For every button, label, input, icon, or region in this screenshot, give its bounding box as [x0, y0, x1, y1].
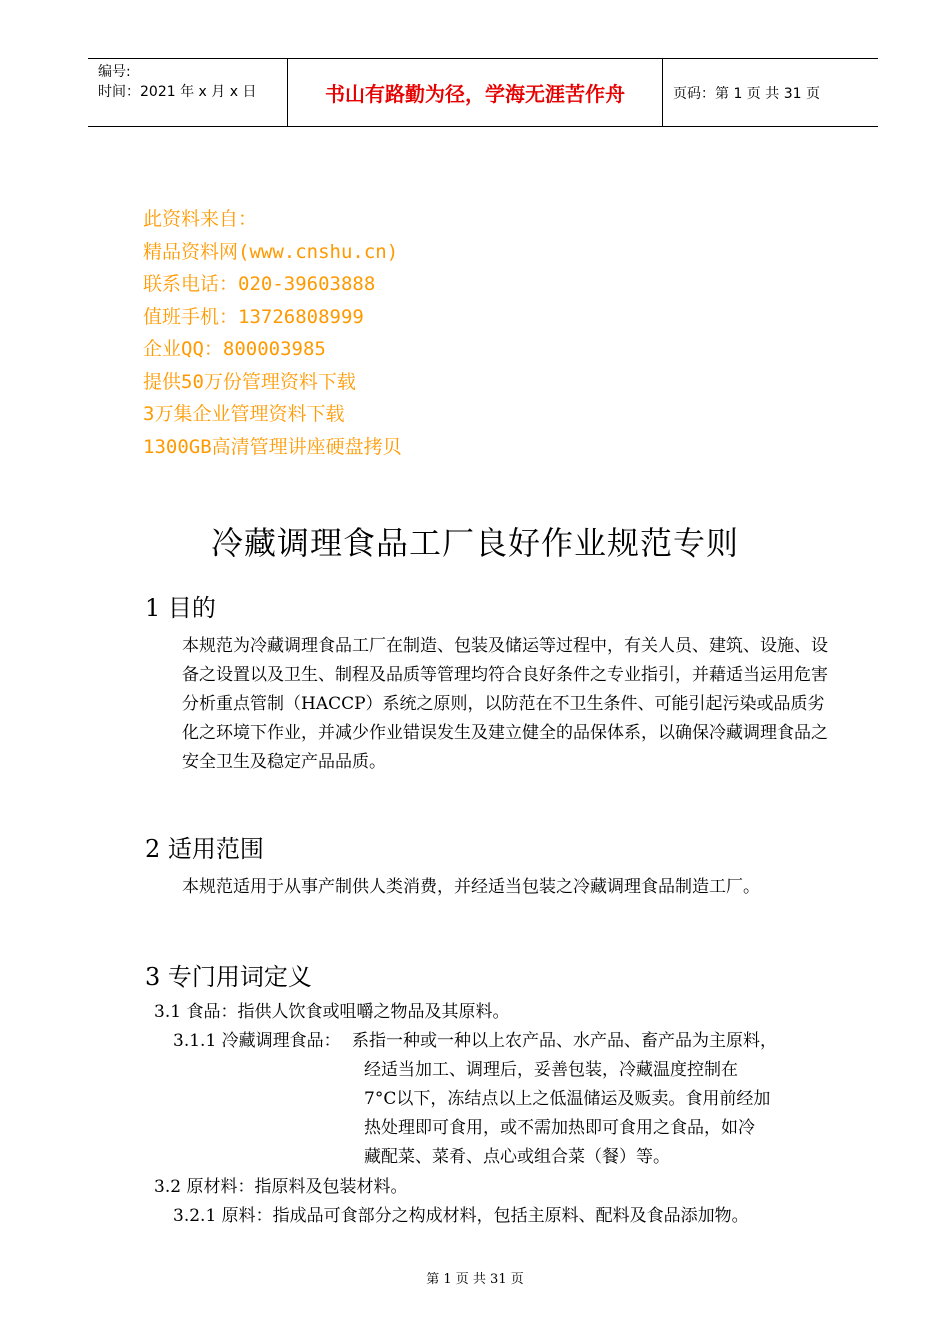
- source-line: 值班手机：13726808999: [143, 305, 364, 328]
- page-header: [88, 58, 878, 127]
- definition-3-2-1: 3.2.1 原料：指成品可食部分之构成材料，包括主原料、配料及食品添加物。: [173, 1206, 749, 1226]
- source-line: 提供50万份管理资料下载: [143, 370, 356, 393]
- section-1-heading: 1 目的: [145, 594, 216, 622]
- section-1-text: 本规范为冷藏调理食品工厂在制造、包装及储运等过程中，有关人员、建筑、设施、设备之设置以及卫生、制程及品质等管理均符合良好条件之专业指引，并藉适当运用危害分析重点管制（HACCP）系统之原则，以防范在不卫生条件、可能引起污染或品质劣化之环境下作业，并减少作业错误发生及建立健全的品保体系，以确保冷藏调理食品之安全卫生及稳定产品品质。: [182, 636, 828, 772]
- page-footer: 第 1 页 共 31 页: [426, 1272, 524, 1287]
- document-title: 冷藏调理食品工厂良好作业规范专则: [210, 524, 739, 562]
- header-page-label: 页码：第 1 页 共 31 页: [673, 85, 820, 102]
- number-label: 编号:: [98, 64, 131, 80]
- time-label: 时间：2021 年 x 月 x 日: [98, 84, 257, 100]
- source-line: 精品资料网(www.cnshu.cn): [143, 240, 399, 263]
- header-meta: [88, 59, 288, 126]
- source-line: 1300GB高清管理讲座硬盘拷贝: [143, 435, 402, 458]
- header-motto: 书山有路勤为径，学海无涯苦作舟: [288, 59, 663, 126]
- source-line: 企业QQ：800003985: [143, 338, 326, 360]
- section-3-heading: 3 专门用词定义: [145, 963, 312, 991]
- section-2-text: 本规范适用于从事产制供人类消费，并经适当包装之冷藏调理食品制造工厂。: [182, 877, 760, 897]
- definition-3-1-1-line: 藏配菜、菜肴、点心或组合菜（餐）等。: [364, 1147, 670, 1167]
- source-line: 3万集企业管理资料下载: [143, 403, 345, 425]
- definition-3-1: 3.1 食品：指供人饮食或咀嚼之物品及其原料。: [154, 1002, 510, 1022]
- section-2-heading: 2 适用范围: [145, 835, 264, 863]
- definition-3-2: 3.2 原材料：指原料及包装材料。: [154, 1177, 408, 1197]
- definition-3-1-1-line: 热处理即可食用，或不需加热即可食用之食品，如冷: [364, 1118, 755, 1138]
- definition-3-1-1-line: 经适当加工、调理后，妥善包装，冷藏温度控制在: [364, 1060, 738, 1080]
- definition-3-1-1-line: 系指一种或一种以上农产品、水产品、畜产品为主原料，: [352, 1031, 777, 1051]
- source-info: [143, 203, 402, 463]
- source-line: 联系电话：020-39603888: [143, 273, 376, 295]
- source-line: 此资料来自：: [143, 208, 258, 230]
- definition-3-1-1-line: 7°C以下，冻结点以上之低温储运及贩卖。食用前经加: [364, 1089, 771, 1109]
- definition-3-1-1-term: 3.1.1 冷藏调理食品：: [173, 1031, 341, 1051]
